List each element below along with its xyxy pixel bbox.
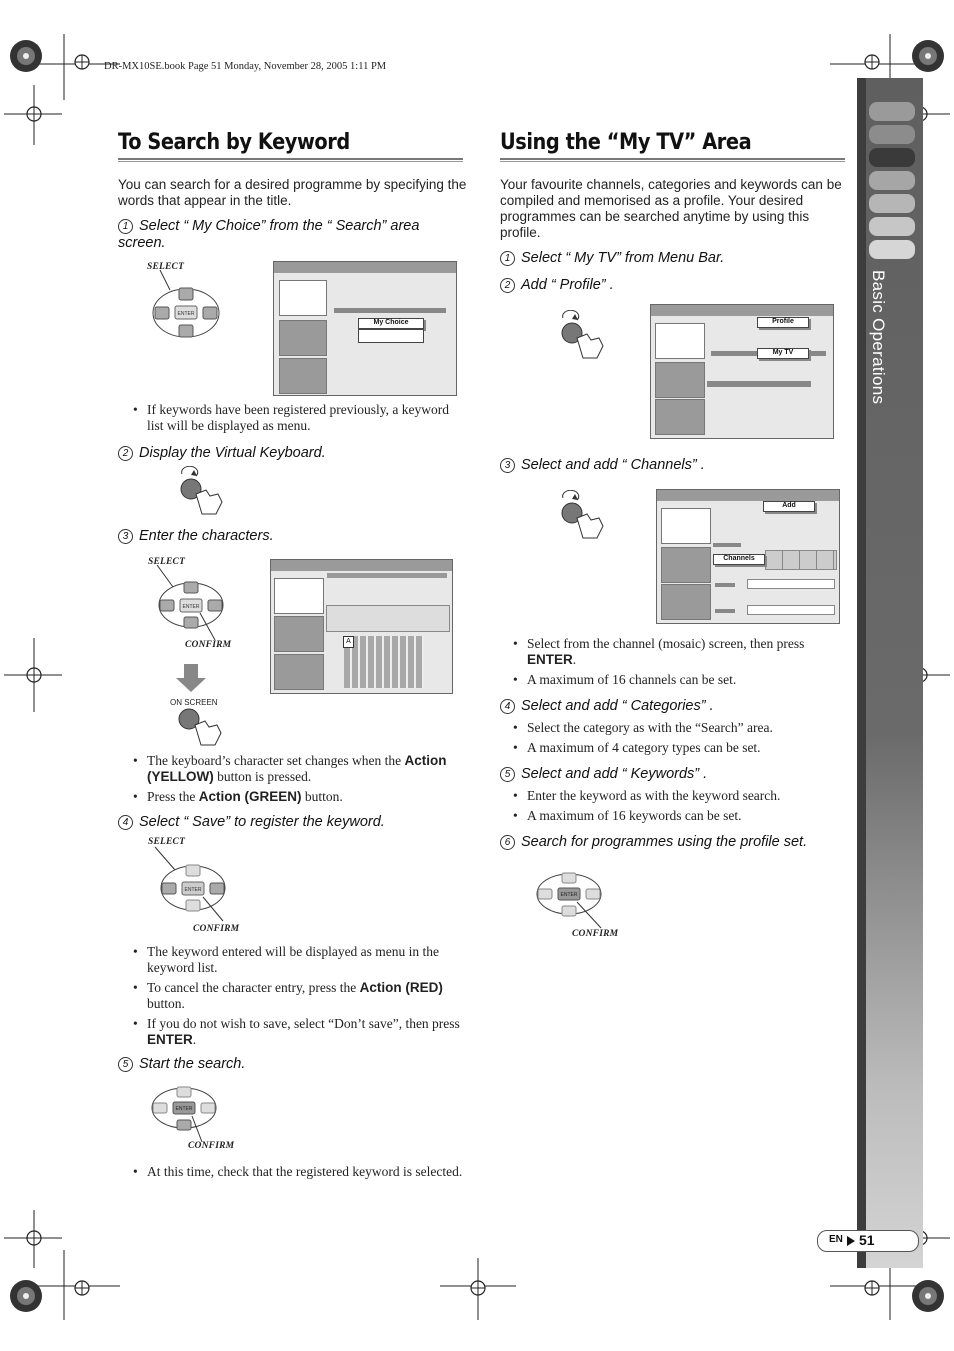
file-info-header: DR-MX10SE.book Page 51 Monday, November 28, 2005 1:11 PM [104,61,387,72]
sidebar-tab-3-active [869,148,915,167]
mytv-screen-mockup [650,304,834,439]
left-step-3: 3 Enter the characters. [118,528,458,545]
right-step-2: 2 Add “ Profile” . [500,277,845,294]
left-notes-5: • At this time, check that the registered keyword is selected. [133,1164,463,1184]
virtual-keyboard-mockup [270,559,453,694]
svg-text:ENTER: ENTER [175,1106,193,1112]
left-title-rule [118,158,463,162]
left-step-4: 4 Select “ Save” to register the keyword. [118,814,458,831]
right-title: Using the “My TV” Area [500,130,752,155]
left-notes-1: • If keywords have been registered previously, a keyword list will be displayed as menu. [133,402,463,438]
right-notes-4: • Select the category as with the “Search” area. • A maximum of 4 category types can be set. [513,720,853,760]
confirm-label-3: CONFIRM [185,640,232,650]
sidebar-tab-5 [869,194,915,213]
left-step-2: 2 Display the Virtual Keyboard. [118,445,458,462]
my-choice-menu: My Choice [358,318,424,329]
remote-dpad-3 [145,565,245,645]
right-step-5: 5 Select and add “ Keywords” . [500,766,845,783]
right-step-6: 6 Search for programmes using the profile set. [500,834,845,851]
sidebar-edge [857,78,866,1268]
svg-text:ENTER: ENTER [184,887,202,893]
svg-text:ENTER: ENTER [177,311,195,317]
select-label-4: SELECT [148,837,186,847]
right-notes-3: • Select from the channel (mosaic) screen, then press ENTER. • A maximum of 16 channels can be set. [513,636,853,692]
left-notes-3: • The keyboard’s character set changes when the Action (YELLOW) button is pressed. • Press the Action (GREEN) button. [133,753,463,809]
hand-press-icon-r2 [555,310,615,360]
left-title: To Search by Keyword [118,130,350,155]
remote-dpad-r6 [525,868,625,938]
right-step-1: 1 Select “ My TV” from Menu Bar. [500,250,845,267]
sidebar-tab-6 [869,217,915,236]
sidebar-tab-1 [869,102,915,121]
left-step-5: 5 Start the search. [118,1056,458,1073]
down-arrow-icon [175,662,207,694]
page-number-badge [817,1230,919,1252]
confirm-label-4: CONFIRM [193,924,240,934]
confirm-label-r6: CONFIRM [572,929,619,939]
right-intro: Your favourite channels, categories and keywords can be compiled and memorised as a profile. Your desired programmes can be searched anytime by using this profile. [500,177,842,240]
search-screen-mockup [273,261,457,396]
language-label: EN [829,1234,843,1245]
left-intro: You can search for a desired programme by specifying the words that appear in the title. [118,177,467,208]
hand-press-onscreen-icon [175,705,235,750]
profile-button: Profile [757,317,809,328]
right-step-3: 3 Select and add “ Channels” . [500,457,845,474]
on-screen-label: ON SCREEN [170,698,218,707]
svg-text:ENTER: ENTER [182,604,200,610]
remote-dpad-4 [145,845,245,925]
section-label: Basic Operations [869,270,888,405]
sidebar-tab-4 [869,171,915,190]
remote-dpad-1 [140,270,240,345]
add-button: Add [763,501,815,512]
right-step-4: 4 Select and add “ Categories” . [500,698,845,715]
sidebar-tab-2 [869,125,915,144]
left-step-1: 1 Select “ My Choice” from the “ Search” area screen. [118,218,420,251]
hand-press-icon [172,466,232,516]
page-number: 51 [859,1232,875,1248]
left-notes-4: • The keyword entered will be displayed as menu in the keyword list. • To cancel the character entry, press the Action (RED) button. • If you do not wish to save, select “Don’t save”, then press ENTER. [133,944,468,1052]
arrow-right-icon [847,1236,855,1246]
confirm-label-5: CONFIRM [188,1141,235,1151]
hand-press-icon-r3 [555,490,615,540]
svg-text:ENTER: ENTER [560,892,578,898]
key-a: A [343,636,354,648]
select-label-3: SELECT [148,557,186,567]
sidebar-tab-7 [869,240,915,259]
channels-button: Channels [713,554,765,565]
select-label: SELECT [147,262,185,272]
right-title-rule [500,158,845,162]
channels-screen-mockup [656,489,840,624]
my-tv-tab: My TV [757,348,809,359]
right-notes-5: • Enter the keyword as with the keyword search. • A maximum of 16 keywords can be set. [513,788,853,828]
